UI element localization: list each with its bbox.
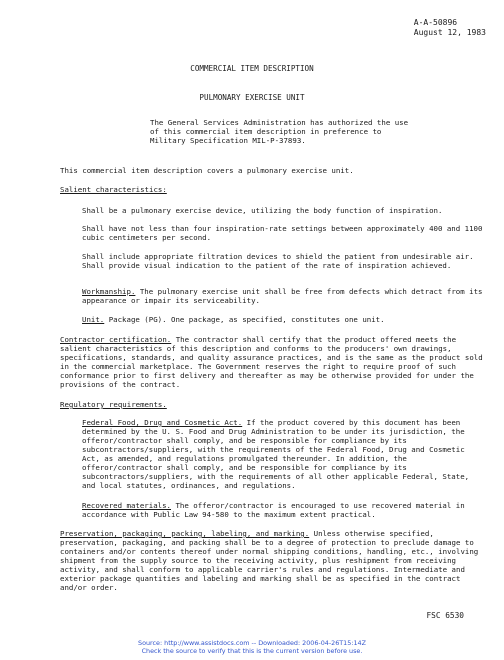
salient-heading-text: Salient characteristics: — [60, 185, 167, 194]
salient-item-3: Shall include appropriate filtration devices to shield the patient from undesirable air. Shall provide visual indication to the patient of the rate of inspiration achieved. — [82, 252, 474, 270]
preservation-text: Unless otherwise specified, preservation, packaging, and packing shall be to a degree of protection to preclude damage to containers and/or contents thereof under normal shipping conditions, handling, etc., involving shipment from the supply source to the receiving activity, plus reshipment from receiving activity, and shall conform to applicable carrier's rules and regulations. Intermediate and exterior package quantities and labeling and marking shall be as specified in the contract and/or order. — [60, 529, 479, 592]
document-title: COMMERCIAL ITEM DESCRIPTION — [190, 64, 314, 73]
regulatory-heading-text: Regulatory requirements. — [60, 400, 167, 409]
salient-heading — [60, 185, 484, 194]
recovered-paragraph — [82, 501, 484, 519]
preservation-label: Preservation, packaging, packing, labeling, and marking. — [60, 529, 310, 538]
footer-check-line: Check the source to verify that this is the current version before use. — [141, 646, 363, 655]
fda-label: Federal Food, Drug and Cosmetic Act. — [82, 418, 243, 427]
salient-item-1: Shall be a pulmonary exercise device, utilizing the body function of inspiration. — [82, 206, 443, 215]
download-footer — [0, 640, 504, 655]
contractor-label: Contractor certification. — [60, 335, 172, 344]
workmanship-paragraph — [82, 287, 484, 305]
workmanship-label: Workmanship. — [82, 287, 136, 296]
salient-item-2: Shall have not less than four inspiration-rate settings between approximately 400 and 1100 cubic centimeters per second. — [82, 224, 483, 242]
footer-source-line: Source: http://www.assistdocs.com -- Downloaded: 2006-04-26T15:14Z — [138, 639, 366, 647]
document-id: A-A-50896 — [413, 18, 458, 27]
intro-paragraph: This commercial item description covers a pulmonary exercise unit. — [60, 166, 354, 175]
contractor-paragraph — [60, 335, 484, 389]
contractor-text: The contractor shall certify that the product offered meets the salient characteristics of this description and conforms to the producers' own drawings, specifications, standards, and quality assurance practices, and is the same as the product sold in the commercial marketplace. The Government reserves the right to require proof of such conformance prior to first delivery and thereafter as may be otherwise provided for under the provisions of the contract. — [60, 335, 483, 389]
document-subtitle: PULMONARY EXERCISE UNIT — [199, 93, 305, 102]
fsc-code: FSC 6530 — [426, 611, 464, 620]
recovered-label: Recovered materials. — [82, 501, 171, 510]
preservation-paragraph — [60, 529, 484, 592]
regulatory-heading — [60, 400, 484, 409]
document-header — [414, 18, 486, 38]
fda-text: If the product covered by this document has been determined by the U. S. Food and Drug Administration to be under its jurisdiction, the offeror/contractor shall comply, and be responsible for compliance by its subcontractors/suppliers, with the requirements of the Federal Food, Drug and Cosmetic Act, as amended, and regulations promulgated thereunder. In addition, the offeror/contractor shall comply, and be responsible for compliance by its subcontractors/suppliers, with the requirements of all other applicable Federal, State, and local statutes, ordinances, and regulations. — [82, 418, 470, 490]
document-date: August 12, 1983 — [413, 28, 486, 37]
authorization-paragraph: The General Services Administration has authorized the use of this commercial item description in preference to Military Specification MIL-P-37893. — [150, 118, 409, 145]
unit-paragraph — [82, 315, 484, 324]
fda-paragraph — [82, 418, 484, 490]
workmanship-text: The pulmonary exercise unit shall be free from defects which detract from its appearance or impair its serviceability. — [82, 287, 483, 305]
unit-label: Unit. — [82, 315, 105, 324]
recovered-text: The offeror/contractor is encouraged to use recovered material in accordance with Public Law 94-580 to the maximum extent practical. — [82, 501, 465, 519]
unit-text: Package (PG). One package, as specified, constitutes one unit. — [108, 315, 385, 324]
